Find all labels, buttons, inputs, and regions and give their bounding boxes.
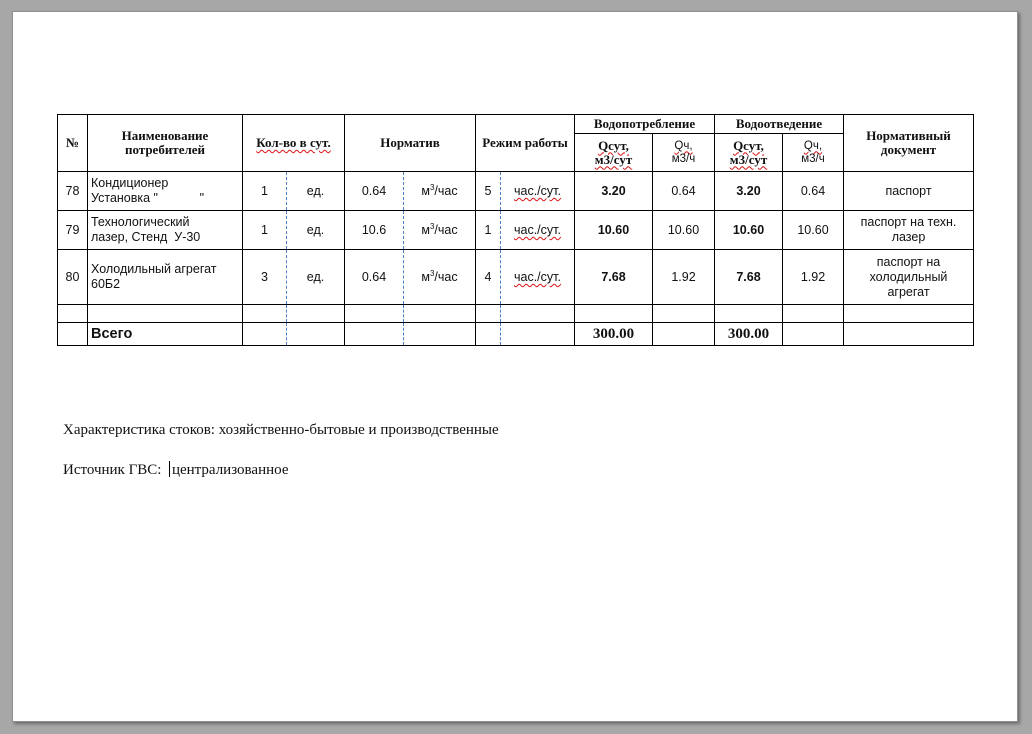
table-row <box>58 250 974 305</box>
row-d-qday: 3.20 <box>715 172 783 211</box>
hot-water-source <box>63 461 288 479</box>
row-norm: 10.6 <box>345 211 404 250</box>
text-cursor <box>169 461 170 477</box>
row-doc: паспорт на техн. лазер <box>844 211 974 250</box>
header-doc: Нормативный документ <box>844 115 974 172</box>
header-d-qh: Qч, м3/ч <box>783 134 844 172</box>
document-page <box>12 11 1018 722</box>
row-norm-unit: $м^3$/час <box>404 211 476 250</box>
row-d-qh: 0.64 <box>783 172 844 211</box>
row-qty-unit: ед. <box>287 250 345 305</box>
row-mode: 4 <box>476 250 501 305</box>
row-doc: паспорт <box>844 172 974 211</box>
row-num: 79 <box>58 211 88 250</box>
total-label: Всего <box>88 323 243 346</box>
header-name: Наименование потребителей <box>88 115 243 172</box>
table-row <box>58 211 974 250</box>
row-mode: 5 <box>476 172 501 211</box>
row-name: Технологический лазер, Стенд У-30 <box>88 211 243 250</box>
header-water-use: Водопотребление <box>575 115 715 134</box>
row-norm: 0.64 <box>345 250 404 305</box>
stock-characteristics: Характеристика стоков: хозяйственно-бытовые и производственные <box>63 422 499 438</box>
row-qty-unit: ед. <box>287 211 345 250</box>
row-doc: паспорт на холодильный агрегат <box>844 250 974 305</box>
row-d-qh: 10.60 <box>783 211 844 250</box>
header-w-qday: Qсут, м3/сут <box>575 134 653 172</box>
header-w-qh: Qч, м3/ч <box>653 134 715 172</box>
row-num: 80 <box>58 250 88 305</box>
header-d-qday: Qсут, м3/сут <box>715 134 783 172</box>
row-norm: 0.64 <box>345 172 404 211</box>
header-norm: Норматив <box>345 115 476 172</box>
row-d-qh: 1.92 <box>783 250 844 305</box>
table-row <box>58 172 974 211</box>
row-w-qday: 10.60 <box>575 211 653 250</box>
row-d-qday: 7.68 <box>715 250 783 305</box>
row-qty: 3 <box>243 250 287 305</box>
row-d-qday: 10.60 <box>715 211 783 250</box>
row-mode-unit: час./сут. <box>501 211 575 250</box>
header-row-1 <box>58 115 974 134</box>
header-mode: Режим работы <box>476 115 575 172</box>
water-balance-table <box>57 114 974 346</box>
row-qty: 1 <box>243 211 287 250</box>
row-qty: 1 <box>243 172 287 211</box>
row-norm-unit: $м^3$/час <box>404 172 476 211</box>
row-name: Кондиционер Установка " " <box>88 172 243 211</box>
row-norm-unit: $м^3$/час <box>404 250 476 305</box>
row-name: Холодильный агрегат 60Б2 <box>88 250 243 305</box>
row-qty-unit: ед. <box>287 172 345 211</box>
total-w-qday: 300.00 <box>575 323 653 346</box>
header-num: № <box>58 115 88 172</box>
total-d-qday: 300.00 <box>715 323 783 346</box>
header-drainage: Водоотведение <box>715 115 844 134</box>
row-mode: 1 <box>476 211 501 250</box>
row-num: 78 <box>58 172 88 211</box>
source-label: Источник ГВС: <box>63 462 162 478</box>
row-mode-unit: час./сут. <box>501 250 575 305</box>
row-w-qday: 3.20 <box>575 172 653 211</box>
row-w-qday: 7.68 <box>575 250 653 305</box>
row-w-qh: 1.92 <box>653 250 715 305</box>
source-value[interactable]: централизованное <box>171 462 289 478</box>
row-mode-unit: час./сут. <box>501 172 575 211</box>
total-row <box>58 323 974 346</box>
header-qty: Кол-во в сут. <box>243 115 345 172</box>
row-w-qh: 10.60 <box>653 211 715 250</box>
empty-row <box>58 305 974 323</box>
row-w-qh: 0.64 <box>653 172 715 211</box>
